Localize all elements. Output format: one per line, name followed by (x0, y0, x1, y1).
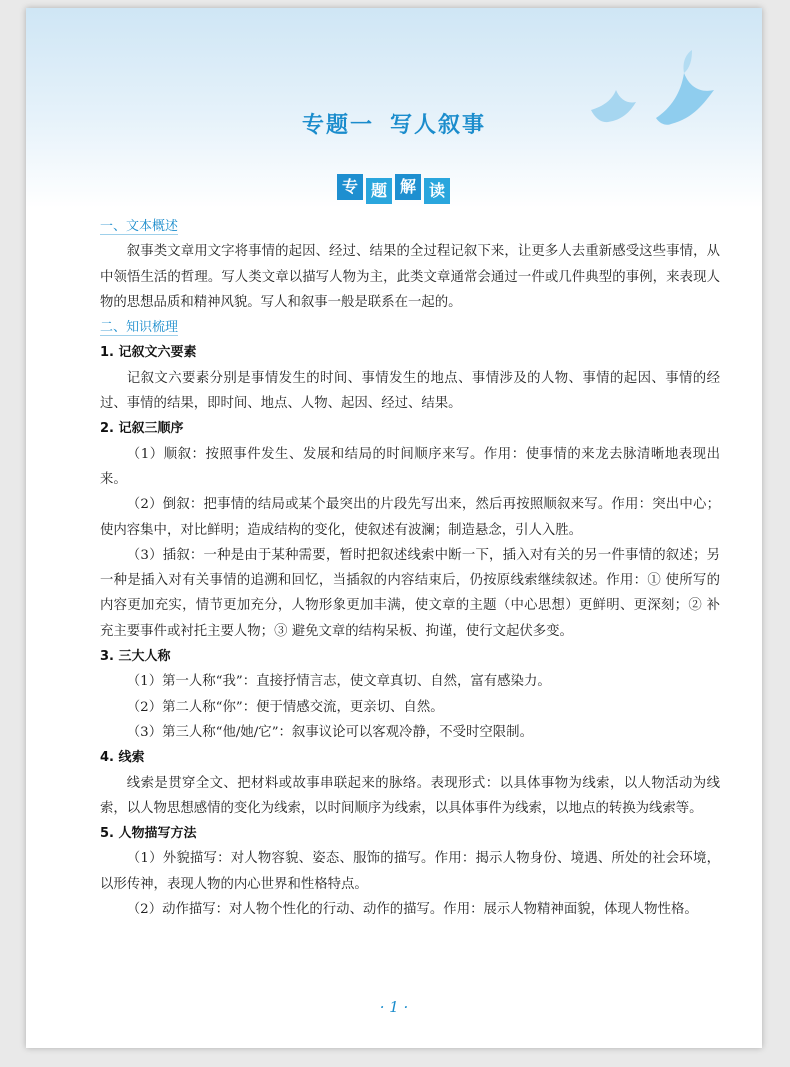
page-title (26, 108, 762, 139)
paragraph: （2）倒叙：把事情的结局或某个最突出的片段先写出来，然后再按照顺叙来写。作用：突出中心；使内容集中，对比鲜明；造成结构的变化，使叙述有波澜；制造悬念，引人入胜。 (100, 497, 720, 538)
paragraph: （2）第二人称“你”：便于情感交流，更亲切、自然。 (126, 699, 444, 715)
badge-char: 读 (424, 178, 450, 204)
badge-char: 解 (395, 174, 421, 200)
subheading: 3. 三大人称 (100, 649, 171, 665)
subheading: 5. 人物描写方法 (100, 826, 197, 842)
section-heading: 一、文本概述 (100, 219, 179, 234)
paragraph: 叙事类文章用文字将事情的起因、经过、结果的全过程记叙下来，让更多人去重新感受这些事情，从中领悟生活的哲理。写人类文章以描写人物为主，此类文章通常会通过一件或几件典型的事例，来表现人物的思想品质和精神风貌。写人和叙事一般是联系在一起的。 (100, 244, 720, 310)
badge-char: 题 (366, 178, 392, 204)
subheading: 2. 记叙三顺序 (100, 421, 184, 437)
subheading: 4. 线索 (100, 750, 145, 766)
paragraph: （1）外貌描写：对人物容貌、姿态、服饰的描写。作用：揭示人物身份、境遇、所处的社会环境，以形传神，表现人物的内心世界和性格特点。 (100, 851, 720, 892)
badge-char: 专 (337, 174, 363, 200)
content (100, 214, 720, 922)
paragraph: 线索是贯穿全文、把材料或故事串联起来的脉络。表现形式：以具体事物为线索，以人物活动为线索，以人物思想感情的变化为线索，以时间顺序为线索，以具体事件为线索，以地点的转换为线索等。 (100, 775, 720, 816)
paragraph: （2）动作描写：对人物个性化的行动、动作的描写。作用：展示人物精神面貌，体现人物性格。 (126, 902, 698, 918)
title-part1: 专题一 (301, 112, 374, 138)
paragraph: （3）插叙：一种是由于某种需要，暂时把叙述线索中断一下，插入对有关的另一件事情的叙述；另一种是插入对有关事情的追溯和回忆，当插叙的内容结束后，仍按原线索继续叙述。作用：① 使所写的内容更加充实，情节更加充分，人物形象更加丰满，使文章的主题（中心思想）更鲜明、更深刻；② 补充主要事件或衬托主要人物；③ 避免文章的结构呆板、拘谨，使行文起伏多变。 (100, 547, 720, 639)
section-heading: 二、知识梳理 (100, 320, 179, 336)
paragraph: （3）第三人称“他/她/它”：叙事议论可以客观冷静，不受时空限制。 (126, 724, 533, 740)
section-badge (337, 174, 450, 204)
title-part2: 写人叙事 (390, 112, 487, 138)
paragraph: （1）顺叙：按照事件发生、发展和结局的时间顺序来写。作用：使事情的来龙去脉清晰地表现出来。 (100, 446, 720, 487)
paragraph: 记叙文六要素分别是事情发生的时间、事情发生的地点、事情涉及的人物、事情的起因、事情的经过、事情的结果，即时间、地点、人物、起因、经过、结果。 (100, 370, 720, 412)
subheading: 1. 记叙文六要素 (100, 345, 197, 361)
page (26, 8, 762, 1048)
page-number: · 1 · (379, 998, 409, 1016)
paragraph: （1）第一人称“我”：直接抒情言志，使文章真切、自然，富有感染力。 (126, 674, 551, 690)
